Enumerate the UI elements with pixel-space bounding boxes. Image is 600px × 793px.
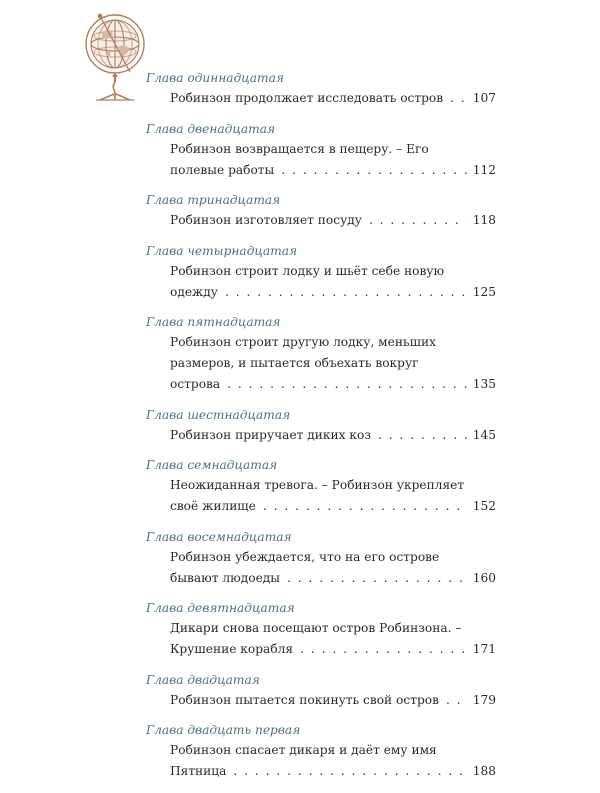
chapter-description-line: одежду: [170, 284, 218, 299]
toc-entry[interactable]: [146, 599, 496, 660]
chapter-description-line: Дикари снова посещают остров Робинзона. –: [170, 621, 462, 635]
page-number: 112: [472, 162, 496, 177]
dot-leader: [227, 374, 467, 395]
toc-entry[interactable]: [146, 313, 496, 395]
page-number: 160: [472, 570, 496, 585]
chapter-description-line: Робинзон изготовляет посуду: [170, 213, 362, 227]
chapter-title: Глава девятнадцатая: [146, 601, 295, 615]
chapter-description-line: Неожиданная тревога. – Робинзон укрепляет: [170, 478, 465, 492]
toc-entry[interactable]: [146, 69, 496, 109]
chapter-title: Глава семнадцатая: [146, 458, 278, 472]
dot-leader: [225, 282, 467, 303]
chapter-description-line: размеров, и пытается объехать вокруг: [170, 356, 419, 370]
page-number: 107: [472, 91, 496, 105]
chapter-description-line: Крушение корабля: [170, 642, 294, 656]
chapter-description-line: полевые работы: [170, 162, 275, 177]
dot-leader: [446, 690, 467, 711]
page-number: 135: [472, 377, 496, 391]
chapter-title: Глава одиннадцатая: [146, 71, 284, 85]
chapter-description: [170, 740, 496, 782]
toc-entry[interactable]: [146, 242, 496, 303]
chapter-description: [170, 332, 496, 395]
chapter-description: [170, 547, 496, 589]
toc-entry[interactable]: [146, 120, 496, 181]
chapter-description-line: бывают людоеды: [170, 570, 281, 585]
dot-leader: [263, 496, 467, 517]
toc-entry[interactable]: [146, 406, 496, 446]
chapter-description-line: Робинзон убеждается, что на его острове: [170, 549, 440, 564]
chapter-description: [170, 261, 496, 303]
dot-leader: [300, 639, 467, 660]
chapter-description-line: Пятница: [170, 764, 227, 778]
page-number: 125: [472, 284, 496, 299]
chapter-description-line: Робинзон строит другую лодку, меньших: [170, 335, 436, 349]
toc-entry[interactable]: [146, 528, 496, 589]
dot-leader: [287, 568, 467, 589]
page-number: 188: [472, 764, 496, 778]
dot-leader: [233, 761, 466, 782]
chapter-title: Глава шестнадцатая: [146, 407, 291, 422]
chapter-description-line: острова: [170, 377, 221, 391]
chapter-title: Глава двенадцатая: [146, 121, 276, 136]
chapter-title: Глава восемнадцатая: [146, 529, 292, 544]
table-of-contents: [146, 69, 496, 793]
toc-entry[interactable]: [146, 191, 496, 231]
chapter-description: [170, 475, 496, 517]
dot-leader: [369, 210, 467, 231]
chapter-description: [170, 618, 496, 660]
globe-icon: [80, 10, 150, 102]
chapter-description-line: Робинзон спасает дикаря и даёт ему имя: [170, 743, 437, 757]
page-number: 171: [472, 642, 496, 656]
chapter-title: Глава тринадцатая: [146, 193, 281, 207]
chapter-title: Глава двадцатая: [146, 672, 260, 687]
page-number: 179: [472, 692, 496, 707]
toc-entry[interactable]: [146, 456, 496, 517]
chapter-description: [170, 210, 496, 231]
dot-leader: [450, 88, 467, 109]
dot-leader: [378, 425, 467, 446]
chapter-description-line: Робинзон продолжает исследовать остров: [170, 91, 444, 105]
chapter-title: Глава пятнадцатая: [146, 315, 281, 329]
page-number: 118: [472, 213, 496, 227]
chapter-description-line: своё жилище: [170, 499, 256, 513]
chapter-description: [170, 690, 496, 711]
page-number: 145: [472, 427, 496, 442]
dot-leader: [281, 160, 466, 181]
chapter-description: [170, 88, 496, 109]
chapter-description: [170, 425, 496, 446]
chapter-description-line: Робинзон приручает диких коз: [170, 427, 371, 442]
chapter-description: [170, 139, 496, 181]
chapter-title: Глава двадцать первая: [146, 723, 301, 737]
chapter-description-line: Робинзон строит лодку и шьёт себе новую: [170, 263, 445, 278]
toc-entry[interactable]: [146, 721, 496, 782]
chapter-description-line: Робинзон возвращается в пещеру. – Его: [170, 141, 429, 156]
page-number: 152: [472, 499, 496, 513]
chapter-title: Глава четырнадцатая: [146, 243, 298, 258]
chapter-description-line: Робинзон пытается покинуть свой остров: [170, 692, 439, 707]
toc-entry[interactable]: [146, 671, 496, 711]
